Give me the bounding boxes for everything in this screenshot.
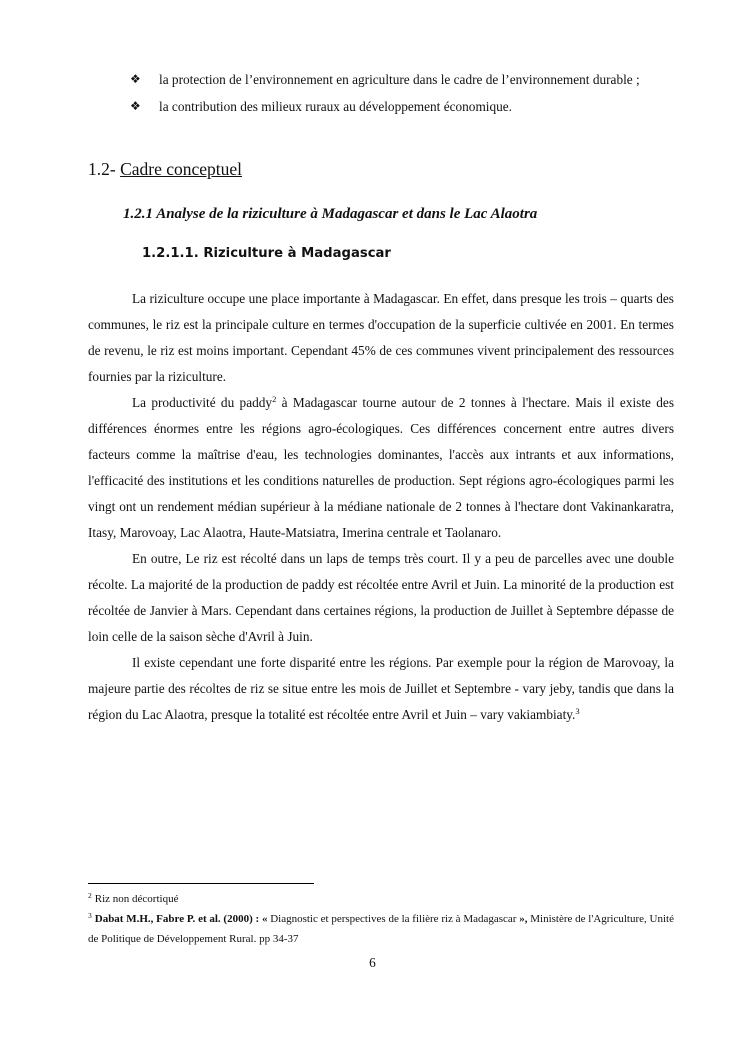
diamond-bullet-icon: ❖: [130, 99, 141, 113]
paragraph: En outre, Le riz est récolté dans un laps de temps très court. Il y a peu de parcelles avec une double récolte. La majorité de la production de paddy est récoltée entre Avril et Juin. La minorité de la production est récoltée de Janvier à Mars. Cependant dans certaines régions, la production de Juillet à Septembre dépasse de loin celle de la saison sèche d'Avril à Juin.: [88, 551, 674, 644]
footnote: [88, 889, 674, 909]
section-heading: [88, 159, 242, 180]
paragraph-text: à Madagascar tourne autour de 2 tonnes à l'hectare. Mais il existe des différences énormes entre les régions agro-écologiques. Ces différences concernent entre autres divers facteurs comme la maîtrise d'eau, les technologies dominantes, l'accès aux intrants et aux informations, l'efficacité des institutions et les conditions naturelles de production. Sept régions agro-écologiques parmi les vingt ont un rendement médian supérieur à la médiane nationale de 2 tonnes à l'hectare dont Vakinankaratra, Itasy, Marovoay, Lac Alaotra, Haute-Matsiatra, Imerina centrale et Taolanaro.: [88, 395, 674, 540]
bullet-text: la protection de l’environnement en agriculture dans le cadre de l’environnement durable ;: [159, 72, 640, 87]
diamond-bullet-icon: ❖: [130, 72, 141, 86]
bullet-text: la contribution des milieux ruraux au développement économique.: [159, 99, 513, 114]
paragraph: [88, 390, 674, 546]
footnote-title: Diagnostic et perspectives de la filière riz à Madagascar: [267, 913, 520, 925]
bullet-list: [130, 67, 674, 119]
footnote-quote-close: »,: [519, 913, 528, 925]
footnotes: [88, 889, 674, 949]
footnote-authors: Dabat M.H., Fabre P. et al. (2000) : «: [94, 913, 268, 925]
paragraph-text: La productivité du paddy: [132, 395, 273, 410]
section-number: 1.2-: [88, 159, 116, 179]
footnote-text: Ministère de l'Agriculture, Unité de Politique de Développement Rural. pp 34-37: [88, 913, 674, 945]
section-title: Cadre conceptuel: [120, 159, 243, 179]
footnote-text: Riz non décortiqué: [94, 893, 179, 905]
footnote-ref: 2: [272, 394, 277, 404]
page-number: 6: [369, 955, 376, 970]
footnote: [88, 909, 674, 949]
paragraph: La riziculture occupe une place importante à Madagascar. En effet, dans presque les trois – quarts des communes, le riz est la principale culture en termes d'occupation de la superficie cultivée en 2001. En termes de revenu, le riz est moins important. Cependant 45% de ces communes vivent principalement des ressources fournies par la riziculture.: [88, 291, 674, 384]
subsection-heading: 1.2.1 Analyse de la riziculture à Madagascar et dans le Lac Alaotra: [123, 206, 538, 222]
list-item: [130, 67, 674, 92]
paragraph-text: Il existe cependant une forte disparité entre les régions. Par exemple pour la région de Marovoay, la majeure partie des récoltes de riz se situe entre les mois de Juillet et Septembre - vary jeby, tandis que dans la région du Lac Alaotra, presque la totalité est récoltée entre Avril et Juin – vary vakiambiaty.: [88, 655, 674, 722]
footnote-number: 3: [88, 911, 92, 920]
footnote-divider: [88, 883, 314, 884]
list-item: [130, 94, 674, 119]
footnote-ref: 3: [575, 706, 580, 716]
paragraph: [88, 650, 674, 728]
subsubsection-heading: 1.2.1.1. Riziculture à Madagascar: [142, 246, 391, 261]
footnote-number: 2: [88, 891, 92, 900]
body-text: [88, 286, 674, 728]
